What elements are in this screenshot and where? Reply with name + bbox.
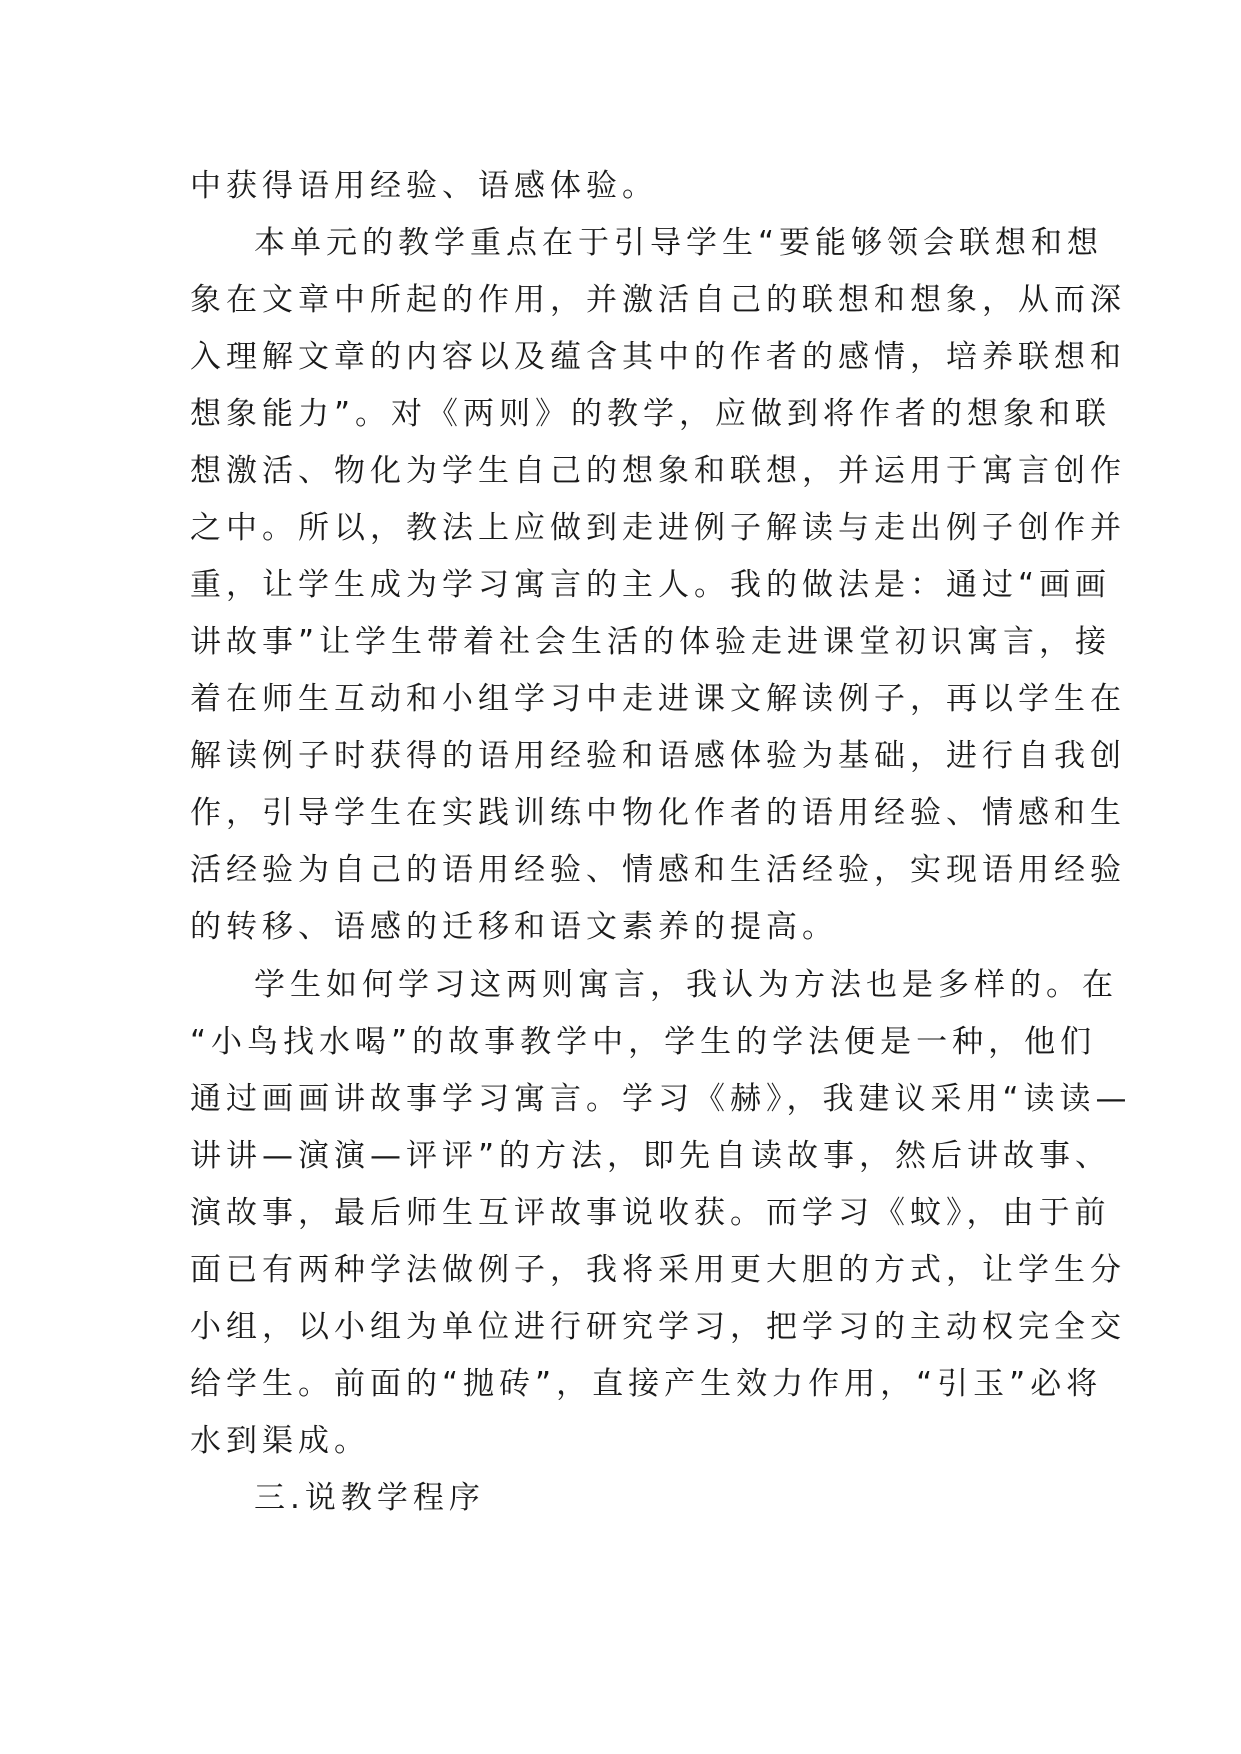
text-line: 活经验为自己的语用经验、情感和生活经验，实现语用经验: [190, 852, 1126, 888]
text-line: 作，引导学生在实践训练中物化作者的语用经验、情感和生: [190, 795, 1126, 831]
text-line: 通过画画讲故事学习寓言。学习《赫》，我建议采用“读读—: [190, 1081, 1132, 1117]
text-line: 讲讲—演演—评评”的方法，即先自读故事，然后讲故事、: [190, 1138, 1112, 1174]
text-line: 的转移、语感的迁移和语文素养的提高。: [190, 909, 838, 945]
text-line: 面已有两种学法做例子，我将采用更大胆的方式，让学生分: [190, 1252, 1126, 1288]
text-line: 入理解文章的内容以及蕴含其中的作者的感情，培养联想和: [190, 339, 1126, 375]
text-line: 解读例子时获得的语用经验和语感体验为基础，进行自我创: [190, 738, 1126, 774]
text-line: “小鸟找水喝”的故事教学中，学生的学法便是一种，他们: [190, 1024, 1097, 1060]
text-line: 小组，以小组为单位进行研究学习，把学习的主动权完全交: [190, 1309, 1126, 1345]
text-line: 演故事，最后师生互评故事说收获。而学习《蚊》，由于前: [190, 1195, 1111, 1231]
text-line: 着在师生互动和小组学习中走进课文解读例子，再以学生在: [190, 681, 1126, 717]
text-line: 中获得语用经验、语感体验。: [190, 168, 658, 204]
text-line: 水到渠成。: [190, 1423, 370, 1459]
paragraph-start-line: 学生如何学习这两则寓言，我认为方法也是多样的。在: [254, 967, 1118, 1003]
section-heading: 三.说教学程序: [254, 1480, 485, 1516]
text-line: 之中。所以，教法上应做到走进例子解读与走出例子创作并: [190, 510, 1126, 546]
text-line: 想激活、物化为学生自己的想象和联想，并运用于寓言创作: [190, 453, 1126, 489]
text-line: 给学生。前面的“抛砖”，直接产生效力作用，“引玉”必将: [190, 1366, 1103, 1402]
paragraph-start-line: 本单元的教学重点在于引导学生“要能够领会联想和想: [254, 225, 1104, 261]
text-line: 象在文章中所起的作用，并激活自己的联想和想象，从而深: [190, 282, 1126, 318]
text-line: 想象能力”。对《两则》的教学，应做到将作者的想象和联: [190, 396, 1112, 432]
text-line: 讲故事”让学生带着社会生活的体验走进课堂初识寓言，接: [190, 624, 1112, 660]
text-line: 重，让学生成为学习寓言的主人。我的做法是：通过“画画: [190, 567, 1112, 603]
